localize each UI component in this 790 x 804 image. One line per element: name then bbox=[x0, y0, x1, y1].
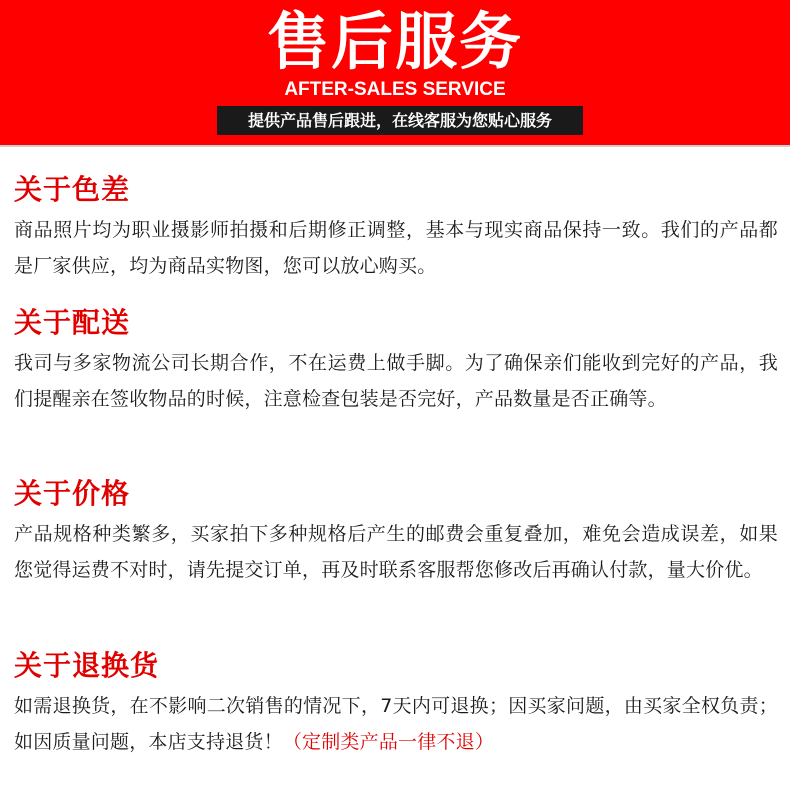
tagline: 提供产品售后跟进，在线客服为您贴心服务 bbox=[217, 106, 583, 135]
section-body: 产品规格种类繁多，买家拍下多种规格后产生的邮费会重复叠加，难免会造成误差，如果您觉得运费不对时，请先提交订单，再及时联系客服帮您修改后再确认付款，量大价优。 bbox=[14, 523, 778, 581]
section-heading: 关于配送 bbox=[14, 306, 131, 339]
custom-product-note: （定制类产品一律不退） bbox=[282, 731, 495, 753]
section-heading: 关于退换货 bbox=[14, 649, 160, 682]
header-divider bbox=[0, 145, 790, 147]
section-body: 我司与多家物流公司长期合作，不在运费上做手脚。为了确保亲们能收到完好的产品，我们提醒亲在签收物品的时候，注意检查包装是否完好，产品数量是否正确等。 bbox=[14, 352, 778, 410]
section-body: 商品照片均为职业摄影师拍摄和后期修正调整，基本与现实商品保持一致。我们的产品都是厂家供应，均为商品实物图，您可以放心购买。 bbox=[14, 219, 778, 277]
header-banner bbox=[0, 0, 790, 145]
returns-text: 如需退换货，在不影响二次销售的情况下，7天内可退换；因买家问题，由买家全权负责；如因质量问题，本店支持退货！ bbox=[14, 695, 778, 753]
section-delivery bbox=[14, 305, 778, 417]
section-heading: 关于价格 bbox=[14, 477, 131, 510]
section-returns bbox=[14, 648, 778, 760]
section-body bbox=[14, 688, 778, 760]
section-heading: 关于色差 bbox=[14, 173, 131, 206]
section-color-difference bbox=[14, 172, 778, 284]
page-title: 售后服务 bbox=[266, 5, 523, 78]
section-price bbox=[14, 476, 778, 588]
page-subtitle: AFTER-SALES SERVICE bbox=[284, 79, 506, 100]
